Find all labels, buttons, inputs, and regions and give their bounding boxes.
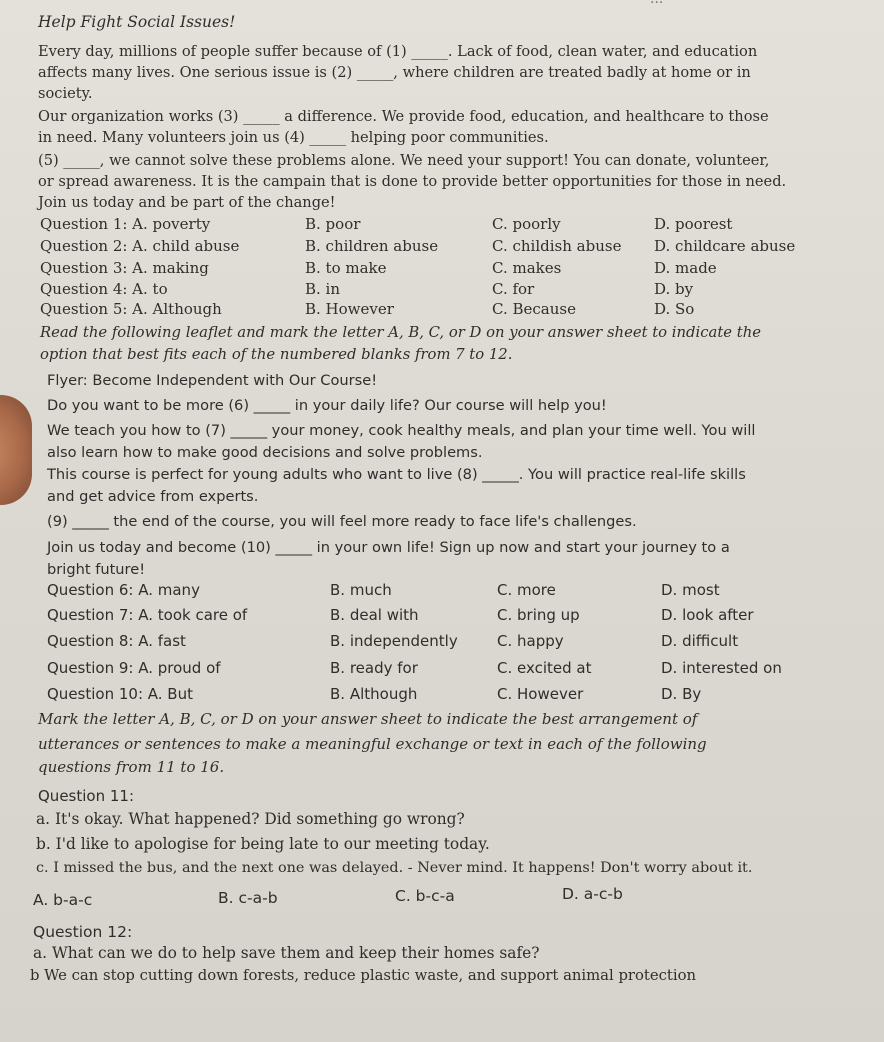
question-11-item: c. I missed the bus, and the next one was delayed. - Never mind. It happens! Don't worry about it. xyxy=(36,860,753,876)
passage2-line: bright future! xyxy=(47,561,146,578)
thumb-finger xyxy=(0,395,32,505)
instruction-line: option that best fits each of the numbered blanks from 7 to 12. xyxy=(40,346,513,363)
passage1-line: Every day, millions of people suffer because of (1) _____. Lack of food, clean water, and education xyxy=(38,43,758,60)
passage1-line: or spread awareness. It is the campain that is done to provide better opportunities for those in need. xyxy=(38,173,787,190)
question-11-item: a. It's okay. What happened? Did something go wrong? xyxy=(36,810,465,828)
question-11-item: b. I'd like to apologise for being late to our meeting today. xyxy=(36,835,490,853)
instruction-line: questions from 11 to 16. xyxy=(38,758,225,776)
passage1-line: affects many lives. One serious issue is (2) _____, where children are treated badly at home or in xyxy=(38,64,751,81)
passage1-line: Join us today and be part of the change! xyxy=(38,194,336,211)
instruction-line: utterances or sentences to make a meaningful exchange or text in each of the following xyxy=(38,735,707,753)
question-11-title: Question 11: xyxy=(38,787,134,805)
passage1-line: Our organization works (3) _____ a difference. We provide food, education, and healthcare to those xyxy=(38,108,769,125)
passage1-title: Help Fight Social Issues! xyxy=(38,13,236,31)
passage2-line: Join us today and become (10) _____ in your own life! Sign up now and start your journey to a xyxy=(47,539,730,556)
instruction-line: Mark the letter A, B, C, or D on your answer sheet to indicate the best arrangement of xyxy=(38,710,698,728)
question-12-title: Question 12: xyxy=(33,923,133,941)
passage2-line: We teach you how to (7) _____ your money, cook healthy meals, and plan your time well. You will xyxy=(47,422,756,439)
top-note xyxy=(650,0,663,9)
passage1-line: in need. Many volunteers join us (4) _____ helping poor communities. xyxy=(38,129,549,146)
passage2-line: Do you want to be more (6) _____ in your daily life? Our course will help you! xyxy=(47,397,607,414)
passage1-line: (5) _____, we cannot solve these problems alone. We need your support! You can donate, volunteer, xyxy=(38,152,770,169)
flyer-title: Flyer: Become Independent with Our Course! xyxy=(47,372,378,389)
passage1-line: society. xyxy=(38,85,93,102)
passage2-line: also learn how to make good decisions and solve problems. xyxy=(47,444,483,461)
passage2-line: (9) _____ the end of the course, you will feel more ready to face life's challenges. xyxy=(47,513,637,530)
passage2-line: This course is perfect for young adults who want to live (8) _____. You will practice real-life skills xyxy=(47,466,746,483)
question-12-item: a. What can we do to help save them and keep their homes safe? xyxy=(33,944,540,962)
instruction-line: Read the following leaflet and mark the letter A, B, C, or D on your answer sheet to indicate the xyxy=(40,324,762,341)
question-12-item: b We can stop cutting down forests, reduce plastic waste, and support animal protection xyxy=(30,967,697,984)
worksheet-page: Help Fight Social Issues! Every day, millions of people suffer because of (1) _____. Lack of food, clean water, and education affects many lives. One serious issue is (2) _____, where children are treated badly at home or in society. Our organization works (3) _____ a difference. We provide food, education, and healthcare to those in need. Many volunteers join us (4) _____ helping poor communities. (5) _____, we cannot solve these problems alone. We need your support! You can donate, volunteer, or spread awareness. It is the campain that is done to provide better opportunities for those in need. Join us today and be part of the change! Question 1: A. poverty B. poor C. poorly D. poorest Question 2: A. child abuse B. children abuse C. childish abuse D. childcare abuse Question 3: A. making B. to make C. makes D. made Question 4: A. to B. in C. for D. by Question 5: A. Although B. However C. Because D. So Read the following leaflet and mark the letter A, B, C, or D on your answer sheet to indicate the option that best fits each of the numbered blanks from 7 to 12. Flyer: Become Independent with Our Course! Do you want to be more (6) _____ in your daily life? Our course will help you! We teach you how to (7) _____ your money, cook healthy meals, and plan your time well. You will also learn how to make good decisions and solve problems. This course is perfect for young adults who want to live (8) _____. You will practice real-life skills and get advice from experts. (9) _____ the end of the course, you will feel more ready to face life's challenges. Join us today and become (10) _____ in your own life! Sign up now and start your journey to a bright future! Question 6: A. many B. much C. more D. most Question 7: A. took care of B. deal with C. bring up D. look after Question 8: A. fast B. independently C. happy D. difficult Question 9: A. proud of B. ready for C. excited at D. interested on Question 10: A. But B. Although C. However D. By Mark the letter A, B, C, or D on your answer sheet to indicate the best arrangement of utterances or sentences to make a meaningful exchange or text in each of the following questions from 11 to 16. Question 11: a. It's okay. What happened? Did something go wrong? b. I'd like to apologise for being late to our meeting today. c. I missed the bus, and the next one was delayed. - Never mind. It happens! Don't worry about it. A. b-a-c B. c-a-b C. b-c-a D. a-c-b Question 12: a. What can we do to help save them and keep their homes safe? b We can stop cutting down forests, reduce plastic waste, and support animal protection xyxy=(0,0,884,1042)
passage2-line: and get advice from experts. xyxy=(47,488,259,505)
